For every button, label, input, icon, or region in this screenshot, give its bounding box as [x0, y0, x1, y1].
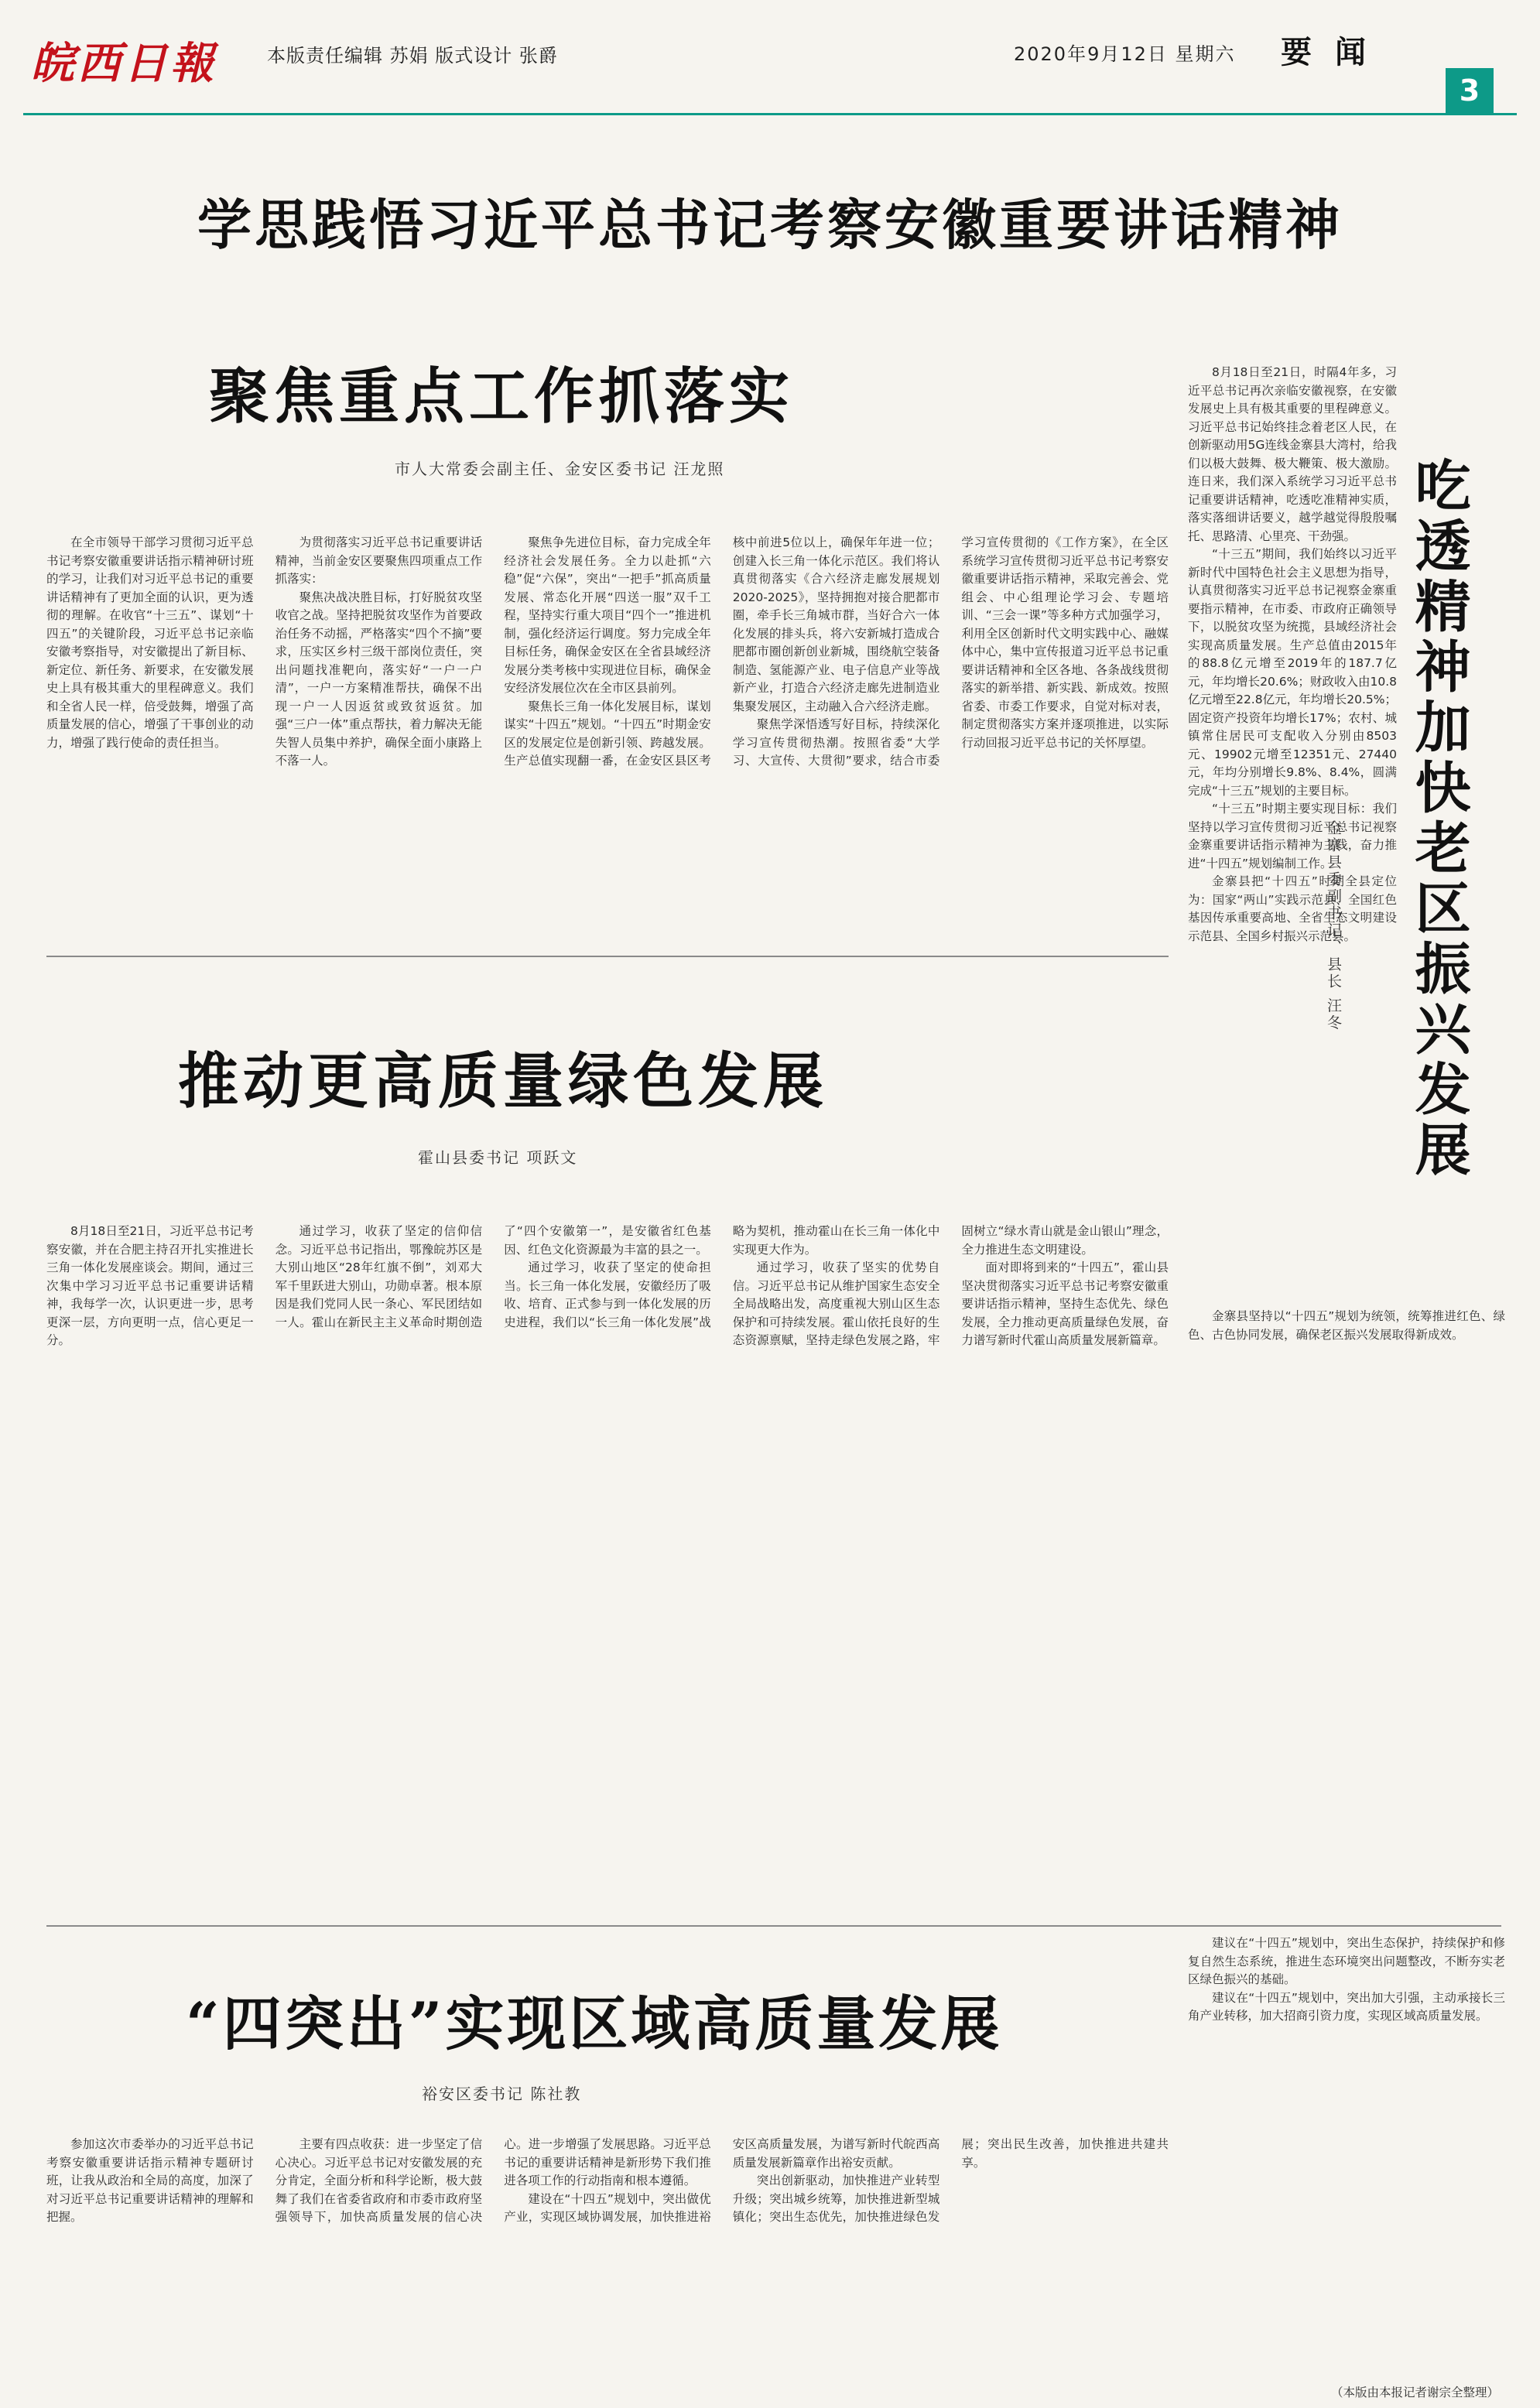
article4-paragraph: 主要有四点收获：进一步坚定了信心决心。习近平总书记对安徽发展的充分肯定，全面分析和科学论断，极大鼓舞了我们在省委省政府和市委市政府坚强领导下，加快高质量发展的信心决心。进一步增强了发展思路。习近平总书记的重要讲话精神是新形势下我们推进各项工作的行动指南和根本遵循。	[275, 2137, 711, 2224]
article4-paragraph: 建议在“十四五”规划中，突出生态保护，持续保护和修复自然生态系统，推进生态环境突出问题整改，不断夯实老区绿色振兴的基础。	[1188, 1936, 1505, 1986]
editor-credits: 本版责任编辑 苏娟 版式设计 张爵	[267, 45, 558, 67]
section-name: 要闻	[1281, 35, 1389, 70]
article3-body	[46, 1223, 1169, 1911]
article4-paragraph: 突出创新驱动，加快推进产业转型升级；突出城乡统筹，加快推进新型城镇化；突出生态优先，加快推进绿色发展；突出民生改善，加快推进共建共享。	[732, 2137, 1169, 2224]
article3-byline: 霍山县委书记 项跃文	[418, 1148, 578, 1167]
article4-paragraph: 参加这次市委举办的习近平总书记考察安徽重要讲话指示精神专题研讨班，让我从政治和全局的高度，加深了对习近平总书记重要讲话精神的理解和把握。	[46, 2137, 254, 2224]
masthead-divider	[23, 113, 1517, 115]
page-banner-headline: 学思践悟习近平总书记考察安徽重要讲话精神	[197, 193, 1343, 257]
article4-byline: 裕安区委书记 陈社教	[422, 2085, 582, 2103]
article2-paragraph: “十三五”时期主要实现目标：我们坚持以学习宣传贯彻习近平总书记视察金寨重要讲话指示精神为主线，奋力推进“十四五”规划编制工作。	[1188, 802, 1397, 871]
article1-paragraph: 聚焦争先进位目标，奋力完成全年经济社会发展任务。全力以赴抓“六稳”促“六保”，突出“一把手”抓高质量发展、常态化开展“四送一服”双千工程，坚持实行重大项目“四个一”推进机制，强化经济运行调度。努力完成全年目标任务，确保金安区在全省县域经济发展分类考核中实现进位目标，确保金安经济发展位次在全市区县前列。	[504, 535, 711, 695]
article3-paragraph: 通过学习，收获了坚定的信仰信念。习近平总书记指出，鄂豫皖苏区是大别山地区“28年红旗不倒”，刘邓大军千里跃进大别山，功勋卓著。根本原因是我们党同人民一条心、军民团结如一人。霍山在新民主主义革命时期创造了“四个安徽第一”，是安徽省红色基因、红色文化资源最为丰富的县之一。	[275, 1224, 711, 1329]
article2-paragraph: “十三五”期间，我们始终以习近平新时代中国特色社会主义思想为指导，认真贯彻落实习近平总书记视察金寨重要指示精神，在市委、市政府正确领导下，以脱贫攻坚为统揽，县域经济社会实现高质量发展。生产总值由2015年的88.8亿元增至2019年的187.7亿元，年均增长20.6%；财政收入由10.8亿元增至22.8亿元，年均增长20.5%；固定资产投资年均增长17%；农村、城镇常住居民可支配收入分别由8503元、19902元增至12351元、27440元，年均分别增长9.8%、8.4%，圆满完成“十三五”规划的主要目标。	[1188, 547, 1397, 798]
article2-title: 吃透精神加快老区振兴发展	[1405, 457, 1471, 1181]
article3-paragraph: 通过学习，收获了坚实的优势自信。习近平总书记从维护国家生态安全全局战略出发，高度重视大别山区生态保护和可持续发展。霍山依托良好的生态资源禀赋，坚持走绿色发展之路，牢固树立“绿水青山就是金山银山”理念，全力推进生态文明建设。	[732, 1224, 1169, 1347]
page-number-badge: 3	[1446, 68, 1494, 113]
article1-paragraph: 聚焦决战决胜目标，打好脱贫攻坚收官之战。坚持把脱贫攻坚作为首要政治任务不动摇，严格落实“四个不摘”要求，压实区乡村三级干部岗位责任，突出问题找准靶向，落实好“一户一户清”，一户一方案精准帮扶，确保不出现一户一人因返贫或致贫返贫。加强“三户一体”重点帮扶，着力解决无能失智人员集中养护，确保全面小康路上不落一人。	[275, 590, 483, 768]
article1-paragraph: 在全市领导干部学习贯彻习近平总书记考察安徽重要讲话指示精神研讨班的学习，让我们对习近平总书记的重要讲话精神有了更加全面的认识，更为透彻的理解。在收官“十三五”、谋划“十四五”的关键阶段，习近平总书记亲临安徽考察指导，对安徽提出了新目标、新定位、新任务、新要求，在安徽发展史上具有极其重大的里程碑意义。我们和全省人民一样，倍受鼓舞，增强了高质量发展的信心，增强了干事创业的动力，增强了践行使命的责任担当。	[46, 535, 254, 750]
article4-paragraph: 建设在“十四五”规划中，突出做优产业，实现区域协调发展，加快推进裕安区高质量发展，为谱写新时代皖西高质量发展新篇章作出裕安贡献。	[504, 2137, 940, 2224]
article2-paragraph: 金寨县坚持以“十四五”规划为统领，统筹推进红色、绿色、古色协同发展，确保老区振兴发展取得新成效。	[1188, 1309, 1505, 1342]
newspaper-logo: 皖西日報	[31, 38, 217, 89]
article1-paragraph: 聚焦长三角一体化发展目标，谋划谋实“十四五”规划。“十四五”时期金安区的发展定位是创新引领、跨越发展。生产总值实现翻一番，在金安区县区考核中前进5位以上，确保年年进一位；创建入长三角一体化示范区。我们将认真贯彻落实《合六经济走廊发展规划2020-2025》，坚持拥抱对接合肥都市圈，牵手长三角城市群，当好合六一体化发展的排头兵，将六安新城打造成合肥都市圈创新创业新城，围绕航空装备制造、氢能源产业、电子信息产业等战新产业，打造合六经济走廊先进制造业集聚发展区，主动融入合六经济走廊。	[504, 535, 940, 768]
article1-byline: 市人大常委会副主任、金安区委书记 汪龙照	[395, 460, 725, 478]
article4-title: “四突出”实现区域高质量发展	[186, 1989, 1003, 2058]
article-divider	[46, 956, 1169, 957]
article4-body	[46, 2136, 1169, 2391]
issue-date: 2020年9月12日 星期六	[1014, 43, 1236, 65]
article1-title: 聚焦重点工作抓落实	[209, 361, 795, 432]
article2-paragraph: 金寨县把“十四五”时期全县定位为：国家“两山”实践示范县、全国红色基因传承重要高地、全省生态文明建设示范县、全国乡村振兴示范县。	[1188, 874, 1397, 943]
masthead	[0, 0, 1540, 108]
article4-paragraph: 建议在“十四五”规划中，突出加大引强，主动承接长三角产业转移，加大招商引资力度，实现区域高质量发展。	[1188, 1990, 1505, 2023]
article-divider	[46, 1925, 1501, 1927]
article2-paragraph: 8月18日至21日，时隔4年多，习近平总书记再次亲临安徽视察，在安徽发展史上具有极其重要的里程碑意义。习近平总书记始终挂念着老区人民，在创新驱动用5G连线金寨县大湾村，给我们以极大鼓舞、极大鞭策、极大激励。连日来，我们深入系统学习习近平总书记重要讲话精神，吃透吃准精神实质，落实落细讲话要义，越学越觉得殷殷嘱托、思路清、心里亮、干劲强。	[1188, 365, 1397, 543]
article2-body-lower	[1188, 1308, 1505, 1911]
article2-body-upper	[1188, 364, 1397, 1292]
editor-footnote: （本版由本报记者谢宗全整理）	[1331, 2386, 1500, 2399]
article3-paragraph: 面对即将到来的“十四五”，霍山县坚决贯彻落实习近平总书记考察安徽重要讲话指示精神，坚持生态优先、绿色发展，全力推动更高质量绿色发展，奋力谱写新时代霍山高质量发展新篇章。	[961, 1260, 1169, 1347]
article3-paragraph: 8月18日至21日，习近平总书记考察安徽，并在合肥主持召开扎实推进长三角一体化发展座谈会。期间，通过三次集中学习习近平总书记重要讲话精神，我每学一次，认识更进一步，思考更深一层，方向更明一点，信心更足一分。	[46, 1224, 254, 1347]
article3-paragraph: 通过学习，收获了坚定的使命担当。长三角一体化发展，安徽经历了吸收、培育、正式参与到一体化发展的历史进程，我们以“长三角一体化发展”战略为契机，推动霍山在长三角一体化中实现更大作为。	[504, 1224, 940, 1329]
article2-byline: 金寨县委副书记、县长 汪冬	[1325, 820, 1342, 1032]
article3-title: 推动更高质量绿色发展	[178, 1046, 829, 1117]
article1-paragraph: 聚焦学深悟透写好目标，持续深化学习宣传贯彻热潮。按照省委“大学习、大宣传、大贯彻”要求，结合市委学习宣传贯彻的《工作方案》，在全区系统学习宣传贯彻习近平总书记考察安徽重要讲话指示精神，采取完善会、党组会、中心组理论学习会、专题培训、“三会一课”等多种方式加强学习，利用全区创新时代文明实践中心、融媒体中心，集中宣传报道习近平总书记重要讲话精神和全区各地、各条战线贯彻落实的新举措、新实践、新成效。按照省委、市委工作要求，自觉对标对表，制定贯彻落实方案并逐项推进，以实际行动回报习近平总书记的关怀厚望。	[732, 535, 1169, 768]
article1-paragraph: 为贯彻落实习近平总书记重要讲话精神，当前金安区要聚焦四项重点工作抓落实：	[275, 535, 483, 586]
article1-body	[46, 534, 1169, 940]
article4-body-right	[1188, 1934, 1505, 2383]
